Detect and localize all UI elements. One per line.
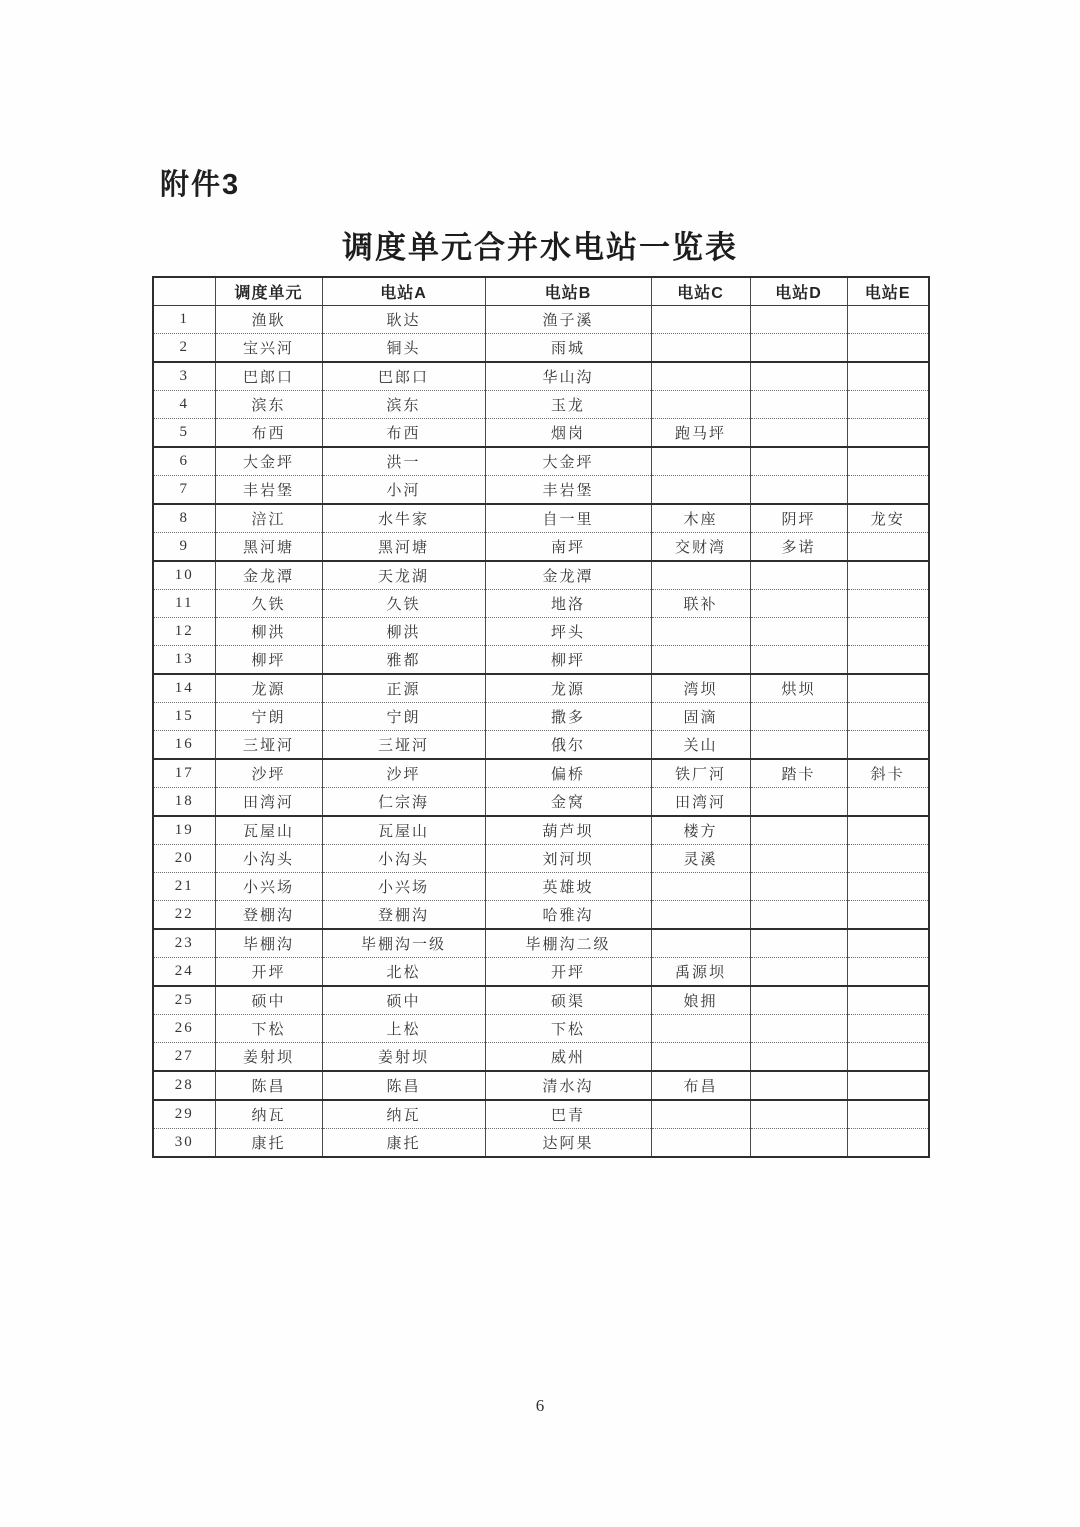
attachment-label: 附件3: [160, 169, 241, 201]
station-cell: 宁朗: [215, 703, 322, 731]
station-cell: [847, 901, 929, 930]
station-cell: [847, 873, 929, 901]
station-cell: [847, 306, 929, 334]
station-cell: [750, 362, 847, 391]
station-cell: 龙安: [847, 504, 929, 533]
column-header-cell: 电站C: [651, 277, 750, 306]
station-cell: 固滴: [651, 703, 750, 731]
station-cell: 下松: [215, 1015, 322, 1043]
row-number-cell: 18: [153, 788, 215, 817]
table-row: [153, 816, 929, 845]
station-cell: 上松: [322, 1015, 485, 1043]
table-row: [153, 590, 929, 618]
station-cell: 金窝: [485, 788, 651, 817]
station-cell: [651, 1129, 750, 1158]
station-cell: 涪江: [215, 504, 322, 533]
station-cell: 撒多: [485, 703, 651, 731]
station-cell: [847, 561, 929, 590]
table-row: [153, 561, 929, 590]
station-cell: [847, 731, 929, 760]
table-row: [153, 1015, 929, 1043]
station-cell: 木座: [651, 504, 750, 533]
station-cell: [847, 703, 929, 731]
table-row: [153, 1071, 929, 1100]
station-cell: 华山沟: [485, 362, 651, 391]
station-cell: 踏卡: [750, 759, 847, 788]
station-cell: [651, 391, 750, 419]
station-cell: 登棚沟: [215, 901, 322, 930]
station-cell: 龙源: [215, 674, 322, 703]
station-cell: [750, 845, 847, 873]
station-cell: 雅都: [322, 646, 485, 675]
row-number-cell: 14: [153, 674, 215, 703]
row-number-cell: 29: [153, 1100, 215, 1129]
station-cell: [847, 1100, 929, 1129]
table-row: [153, 533, 929, 562]
station-cell: 纳瓦: [322, 1100, 485, 1129]
station-cell: 开坪: [215, 958, 322, 987]
station-cell: [750, 1071, 847, 1100]
station-cell: [651, 618, 750, 646]
station-cell: 楼方: [651, 816, 750, 845]
station-cell: 跑马坪: [651, 419, 750, 448]
column-header-cell: 电站A: [322, 277, 485, 306]
row-number-cell: 19: [153, 816, 215, 845]
row-number-cell: 2: [153, 334, 215, 363]
station-cell: 偏桥: [485, 759, 651, 788]
row-number-cell: 1: [153, 306, 215, 334]
station-cell: 禹源坝: [651, 958, 750, 987]
station-cell: 黑河塘: [322, 533, 485, 562]
table-row: [153, 759, 929, 788]
station-cell: 姜射坝: [215, 1043, 322, 1072]
station-cell: 威州: [485, 1043, 651, 1072]
station-cell: 仁宗海: [322, 788, 485, 817]
station-cell: 硕中: [215, 986, 322, 1015]
station-cell: [847, 1043, 929, 1072]
station-cell: [847, 788, 929, 817]
station-cell: [750, 958, 847, 987]
station-cell: [651, 561, 750, 590]
station-cell: [847, 1071, 929, 1100]
station-cell: 葫芦坝: [485, 816, 651, 845]
row-number-cell: 27: [153, 1043, 215, 1072]
station-cell: 天龙湖: [322, 561, 485, 590]
station-cell: 小沟头: [322, 845, 485, 873]
station-cell: 关山: [651, 731, 750, 760]
station-cell: 烟岗: [485, 419, 651, 448]
station-cell: 达阿果: [485, 1129, 651, 1158]
table-row: [153, 703, 929, 731]
row-number-cell: 5: [153, 419, 215, 448]
station-cell: 联补: [651, 590, 750, 618]
station-cell: 柳坪: [485, 646, 651, 675]
corner-header-cell: [153, 277, 215, 306]
row-number-cell: 25: [153, 986, 215, 1015]
station-cell: 清水沟: [485, 1071, 651, 1100]
station-cell: [750, 334, 847, 363]
station-cell: 交财湾: [651, 533, 750, 562]
station-cell: [750, 873, 847, 901]
station-cell: [847, 334, 929, 363]
page-number: 6: [535, 1396, 545, 1415]
station-cell: 三垭河: [322, 731, 485, 760]
row-number-cell: 12: [153, 618, 215, 646]
station-cell: 地洛: [485, 590, 651, 618]
column-header-cell: 电站B: [485, 277, 651, 306]
station-cell: 洪一: [322, 447, 485, 476]
table-row: [153, 731, 929, 760]
station-cell: [750, 476, 847, 505]
station-cell: 巴青: [485, 1100, 651, 1129]
table-row: [153, 391, 929, 419]
station-cell: [750, 901, 847, 930]
station-cell: [651, 306, 750, 334]
table-row: [153, 646, 929, 675]
station-cell: 登棚沟: [322, 901, 485, 930]
station-cell: 北松: [322, 958, 485, 987]
station-cell: 毕棚沟: [215, 929, 322, 958]
station-cell: 陈昌: [215, 1071, 322, 1100]
station-cell: 康托: [322, 1129, 485, 1158]
station-cell: 正源: [322, 674, 485, 703]
station-cell: [750, 816, 847, 845]
station-cell: [651, 334, 750, 363]
station-cell: [651, 1043, 750, 1072]
page-title: 调度单元合并水电站一览表: [342, 230, 738, 265]
station-cell: [750, 306, 847, 334]
station-cell: 滨东: [215, 391, 322, 419]
row-number-cell: 24: [153, 958, 215, 987]
station-cell: [847, 590, 929, 618]
station-cell: [651, 362, 750, 391]
column-header-cell: 电站E: [847, 277, 929, 306]
station-cell: 大金坪: [215, 447, 322, 476]
station-cell: [847, 533, 929, 562]
station-cell: [847, 362, 929, 391]
station-cell: 柳洪: [215, 618, 322, 646]
station-cell: 南坪: [485, 533, 651, 562]
station-cell: 哈雅沟: [485, 901, 651, 930]
row-number-cell: 7: [153, 476, 215, 505]
row-number-cell: 8: [153, 504, 215, 533]
station-cell: [750, 391, 847, 419]
station-cell: 水牛家: [322, 504, 485, 533]
station-cell: 耿达: [322, 306, 485, 334]
table-row: [153, 788, 929, 817]
row-number-cell: 11: [153, 590, 215, 618]
table-row: [153, 873, 929, 901]
station-cell: [847, 646, 929, 675]
table-row: [153, 1043, 929, 1072]
table-header-row: [153, 277, 929, 306]
station-cell: [750, 447, 847, 476]
station-cell: 沙坪: [215, 759, 322, 788]
table-row: [153, 1129, 929, 1158]
station-cell: [750, 1043, 847, 1072]
station-cell: 小兴场: [215, 873, 322, 901]
station-cell: 多诺: [750, 533, 847, 562]
station-cell: [651, 1100, 750, 1129]
station-cell: 娘拥: [651, 986, 750, 1015]
table-row: [153, 334, 929, 363]
station-cell: 丰岩堡: [215, 476, 322, 505]
station-cell: 灵溪: [651, 845, 750, 873]
station-cell: 雨城: [485, 334, 651, 363]
station-cell: 硕渠: [485, 986, 651, 1015]
station-cell: 俄尔: [485, 731, 651, 760]
station-cell: 黑河塘: [215, 533, 322, 562]
station-cell: 铜头: [322, 334, 485, 363]
station-cell: 玉龙: [485, 391, 651, 419]
station-cell: 渔耿: [215, 306, 322, 334]
station-cell: 三垭河: [215, 731, 322, 760]
station-cell: 柳洪: [322, 618, 485, 646]
station-cell: 田湾河: [215, 788, 322, 817]
row-number-cell: 3: [153, 362, 215, 391]
station-cell: [750, 646, 847, 675]
station-cell: 巴郎口: [322, 362, 485, 391]
station-cell: 柳坪: [215, 646, 322, 675]
station-cell: 小沟头: [215, 845, 322, 873]
station-cell: [651, 447, 750, 476]
station-cell: [847, 958, 929, 987]
table-row: [153, 1100, 929, 1129]
station-cell: [750, 731, 847, 760]
station-cell: 陈昌: [322, 1071, 485, 1100]
station-cell: 自一里: [485, 504, 651, 533]
station-cell: 姜射坝: [322, 1043, 485, 1072]
row-number-cell: 26: [153, 1015, 215, 1043]
station-cell: 硕中: [322, 986, 485, 1015]
station-cell: [847, 1129, 929, 1158]
table-row: [153, 447, 929, 476]
row-number-cell: 10: [153, 561, 215, 590]
station-cell: [651, 873, 750, 901]
station-cell: 坪头: [485, 618, 651, 646]
table-row: [153, 929, 929, 958]
table-row: [153, 419, 929, 448]
station-cell: [750, 788, 847, 817]
station-cell: [847, 929, 929, 958]
table-row: [153, 901, 929, 930]
station-cell: [651, 901, 750, 930]
station-cell: [750, 618, 847, 646]
table-row: [153, 958, 929, 987]
table-row: [153, 476, 929, 505]
row-number-cell: 23: [153, 929, 215, 958]
table-row: [153, 618, 929, 646]
station-cell: 英雄坡: [485, 873, 651, 901]
station-cell: [847, 618, 929, 646]
station-cell: 毕棚沟二级: [485, 929, 651, 958]
station-cell: [750, 703, 847, 731]
station-cell: [847, 845, 929, 873]
column-header-cell: 电站D: [750, 277, 847, 306]
station-cell: [847, 986, 929, 1015]
station-cell: 瓦屋山: [215, 816, 322, 845]
row-number-cell: 15: [153, 703, 215, 731]
station-cell: 沙坪: [322, 759, 485, 788]
station-cell: 小兴场: [322, 873, 485, 901]
station-cell: 大金坪: [485, 447, 651, 476]
row-number-cell: 9: [153, 533, 215, 562]
station-cell: 布西: [322, 419, 485, 448]
table-body: [153, 306, 929, 1158]
station-cell: 渔子溪: [485, 306, 651, 334]
row-number-cell: 20: [153, 845, 215, 873]
table-row: [153, 306, 929, 334]
station-cell: 康托: [215, 1129, 322, 1158]
station-cell: 田湾河: [651, 788, 750, 817]
station-cell: 宁朗: [322, 703, 485, 731]
station-cell: 久铁: [215, 590, 322, 618]
row-number-cell: 4: [153, 391, 215, 419]
table-header: [153, 277, 929, 306]
station-cell: 开坪: [485, 958, 651, 987]
column-header-cell: 调度单元: [215, 277, 322, 306]
station-cell: [750, 590, 847, 618]
row-number-cell: 30: [153, 1129, 215, 1158]
station-cell: 金龙潭: [215, 561, 322, 590]
row-number-cell: 22: [153, 901, 215, 930]
station-cell: 湾坝: [651, 674, 750, 703]
station-cell: [750, 1129, 847, 1158]
station-cell: [651, 1015, 750, 1043]
station-cell: 宝兴河: [215, 334, 322, 363]
station-cell: 烘坝: [750, 674, 847, 703]
station-cell: [750, 561, 847, 590]
station-cell: 刘河坝: [485, 845, 651, 873]
table-row: [153, 504, 929, 533]
row-number-cell: 21: [153, 873, 215, 901]
station-cell: [847, 1015, 929, 1043]
table-row: [153, 362, 929, 391]
station-cell: 丰岩堡: [485, 476, 651, 505]
station-cell: 布西: [215, 419, 322, 448]
table-row: [153, 986, 929, 1015]
station-cell: [750, 929, 847, 958]
station-cell: 瓦屋山: [322, 816, 485, 845]
station-cell: 滨东: [322, 391, 485, 419]
station-cell: [847, 816, 929, 845]
station-cell: 龙源: [485, 674, 651, 703]
station-cell: [750, 1015, 847, 1043]
table-row: [153, 674, 929, 703]
station-cell: 阴坪: [750, 504, 847, 533]
station-cell: 纳瓦: [215, 1100, 322, 1129]
station-cell: 铁厂河: [651, 759, 750, 788]
row-number-cell: 13: [153, 646, 215, 675]
station-cell: 毕棚沟一级: [322, 929, 485, 958]
table-row: [153, 845, 929, 873]
station-cell: 下松: [485, 1015, 651, 1043]
station-cell: 巴郎口: [215, 362, 322, 391]
station-cell: [847, 447, 929, 476]
station-cell: 金龙潭: [485, 561, 651, 590]
row-number-cell: 17: [153, 759, 215, 788]
row-number-cell: 28: [153, 1071, 215, 1100]
stations-table: [152, 276, 930, 1158]
station-cell: 斜卡: [847, 759, 929, 788]
station-cell: [651, 646, 750, 675]
station-cell: [750, 419, 847, 448]
station-cell: [847, 674, 929, 703]
station-cell: [651, 476, 750, 505]
station-cell: [750, 1100, 847, 1129]
station-cell: [651, 929, 750, 958]
station-cell: [847, 476, 929, 505]
station-cell: [847, 391, 929, 419]
row-number-cell: 6: [153, 447, 215, 476]
station-cell: 布昌: [651, 1071, 750, 1100]
station-cell: 久铁: [322, 590, 485, 618]
station-cell: 小河: [322, 476, 485, 505]
station-cell: [750, 986, 847, 1015]
station-cell: [847, 419, 929, 448]
row-number-cell: 16: [153, 731, 215, 760]
